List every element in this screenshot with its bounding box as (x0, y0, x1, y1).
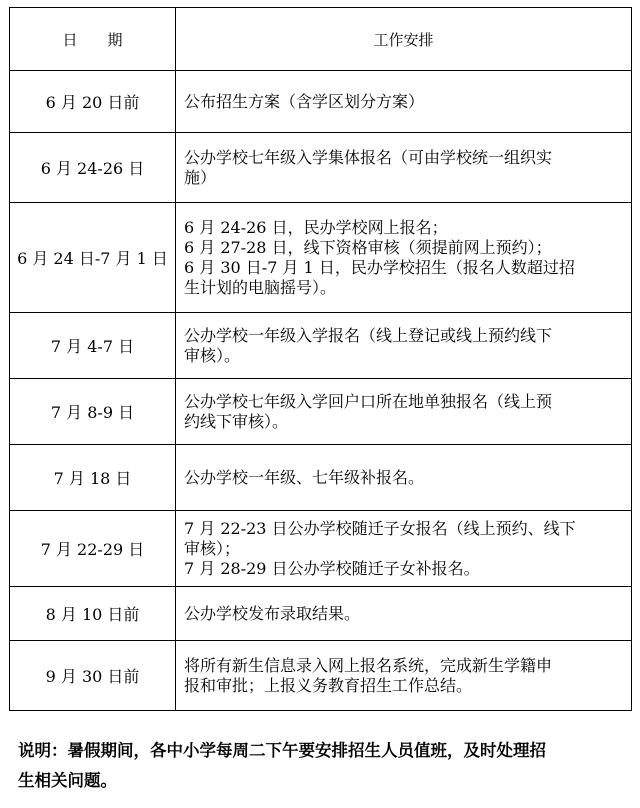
schedule-sheet (9, 7, 631, 711)
row-date: 7 月 4-7 日 (10, 313, 176, 379)
row-work-line: 公办学校发布录取结果。 (184, 603, 361, 623)
footnote (18, 736, 628, 796)
row-work (176, 313, 632, 379)
row-work-line: 施） (184, 167, 217, 187)
row-work-line: 生计划的电脑摇号）。 (184, 277, 337, 297)
row-date: 7 月 8-9 日 (10, 379, 176, 445)
row-work-line: 公办学校七年级入学集体报名（可由学校统一组织实 (184, 147, 553, 167)
row-work-line: 审核）； (184, 538, 241, 558)
table-row (10, 445, 632, 511)
row-work-line: 6 月 27-28 日，线下资格审核（须提前网上预约）； (184, 237, 552, 257)
table-row (10, 133, 632, 203)
table-row (10, 313, 632, 379)
row-work-line: 6 月 24-26 日，民办学校网上报名； (184, 217, 448, 237)
row-date: 8 月 10 日前 (10, 587, 176, 641)
row-date: 7 月 18 日 (10, 445, 176, 511)
table-header-row (10, 8, 632, 71)
row-work (176, 133, 632, 203)
row-work-line: 审核）。 (184, 345, 241, 365)
header-work: 工作安排 (176, 8, 632, 71)
table-row (10, 203, 632, 313)
row-work (176, 445, 632, 511)
footnote-line-2: 生相关问题。 (18, 771, 117, 790)
row-work-line: 6 月 30 日-7 月 1 日，民办学校招生（报名人数超过招 (184, 257, 575, 277)
row-work (176, 511, 632, 587)
schedule-table (9, 7, 632, 711)
table-row (10, 511, 632, 587)
table-body (10, 71, 632, 711)
row-work (176, 379, 632, 445)
row-work-line: 公办学校七年级入学回户口所在地单独报名（线上预 (184, 391, 553, 411)
row-work-line: 公布招生方案（含学区划分方案） (184, 91, 425, 111)
row-date: 6 月 24 日-7 月 1 日 (10, 203, 176, 313)
footnote-line-1: 说明：暑假期间，各中小学每周二下午要安排招生人员值班，及时处理招 (18, 741, 546, 760)
row-work-line: 报和审批；上报义务教育招生工作总结。 (184, 675, 473, 695)
row-date: 6 月 24-26 日 (10, 133, 176, 203)
row-work-line: 公办学校一年级、七年级补报名。 (184, 467, 425, 487)
row-work-line: 7 月 22-23 日公办学校随迁子女报名（线上预约、线下 (184, 518, 576, 538)
row-date: 9 月 30 日前 (10, 641, 176, 711)
row-work (176, 641, 632, 711)
table-row (10, 379, 632, 445)
header-date: 日 期 (10, 8, 176, 71)
row-work (176, 587, 632, 641)
row-work-line: 将所有新生信息录入网上报名系统，完成新生学籍申 (184, 655, 553, 675)
table-row (10, 71, 632, 133)
row-date: 7 月 22-29 日 (10, 511, 176, 587)
row-work-line: 约线下审核）。 (184, 411, 289, 431)
row-date: 6 月 20 日前 (10, 71, 176, 133)
table-row (10, 641, 632, 711)
table-row (10, 587, 632, 641)
row-work-line: 7 月 28-29 日公办学校随迁子女补报名。 (184, 558, 480, 578)
row-work (176, 203, 632, 313)
row-work (176, 71, 632, 133)
row-work-line: 公办学校一年级入学报名（线上登记或线上预约线下 (184, 325, 553, 345)
